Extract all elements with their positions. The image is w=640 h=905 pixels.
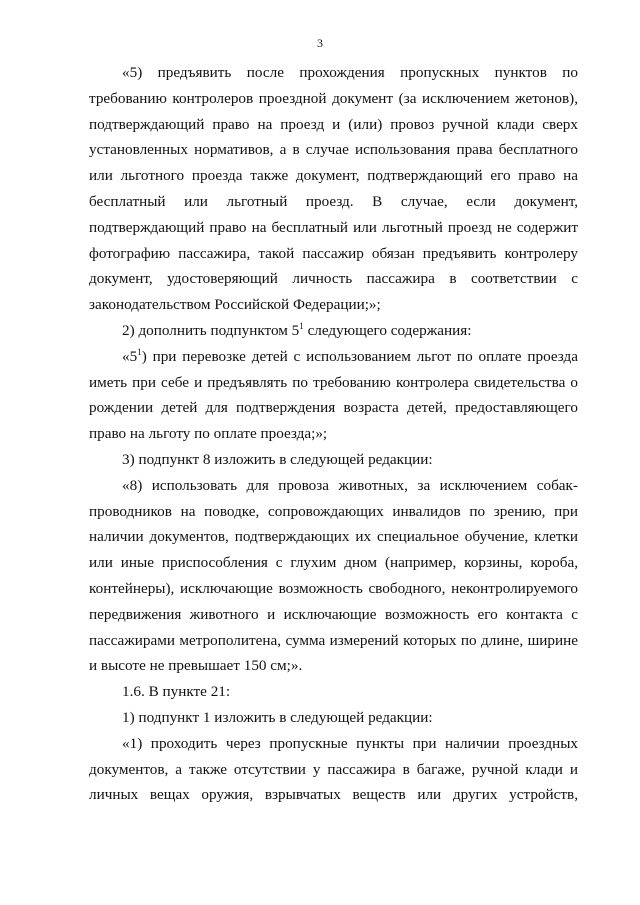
paragraph-text: следующего содержания: <box>303 321 472 339</box>
paragraph-add-subitem-5-1 <box>89 318 578 344</box>
paragraph-item-5-1 <box>89 344 578 447</box>
superscript: 1 <box>137 346 142 357</box>
paragraph-item-8 <box>89 473 578 679</box>
paragraph-text: «1) проходить через пропускные пункты при наличии проездных документов, а также отсутствии у пассажира в багаже, ручной клади и личных вещах оружия, взрывчатых веществ или других устройств, <box>89 734 578 804</box>
superscript: 1 <box>299 320 304 331</box>
paragraph-item-5 <box>89 60 578 318</box>
paragraph-text: «5 <box>122 347 138 365</box>
paragraph-text: «8) использовать для провоза животных, за исключением собак-проводников на поводке, сопровождающих инвалидов по зрению, при наличии документов, подтверждающих их специальное обучение, клетки или иные приспособления с глухим дном (например, корзины, короба, контейнеры), исключающие возможность свободного, неконтролируемого передвижения животного и исключающие возможность его контакта с пассажирами метрополитена, сумма измерений которых по длине, ширине и высоте не превышает 150 см;». <box>89 476 578 675</box>
paragraph-section-1-6 <box>89 679 578 705</box>
paragraph-text: 2) дополнить подпунктом 5 <box>122 321 300 339</box>
paragraph-text: 1.6. В пункте 21: <box>122 683 231 701</box>
paragraph-edit-subitem-8 <box>89 447 578 473</box>
paragraph-text: 3) подпункт 8 изложить в следующей редакции: <box>122 450 433 468</box>
paragraph-text: ) при перевозке детей с использованием льгот по оплате проезда иметь при себе и предъявлять по требованию контролера свидетельства о рождении детей для подтверждения возраста детей, предоставляющего право на льготу по оплате проезда;»; <box>89 347 578 443</box>
paragraph-item-1 <box>89 731 578 808</box>
page-number: 3 <box>317 36 323 50</box>
document-body <box>89 60 578 808</box>
paragraph-text: «5) предъявить после прохождения пропускных пунктов по требованию контролеров проездной документ (за исключением жетонов), подтверждающий право на проезд и (или) провоз ручной клади сверх установленных нормативов, а в случае использования права бесплатного или льготного проезда также документ, подтверждающий его право на бесплатный или льготный проезд. В случае, если документ, подтверждающий право на бесплатный или льготный проезд не содержит фотографию пассажира, такой пассажир обязан предъявить контролеру документ, удостоверяющий личность пассажира в соответствии с законодательством Российской Федерации;»; <box>89 64 578 314</box>
paragraph-edit-subitem-1 <box>89 705 578 731</box>
paragraph-text: 1) подпункт 1 изложить в следующей редакции: <box>122 708 433 726</box>
